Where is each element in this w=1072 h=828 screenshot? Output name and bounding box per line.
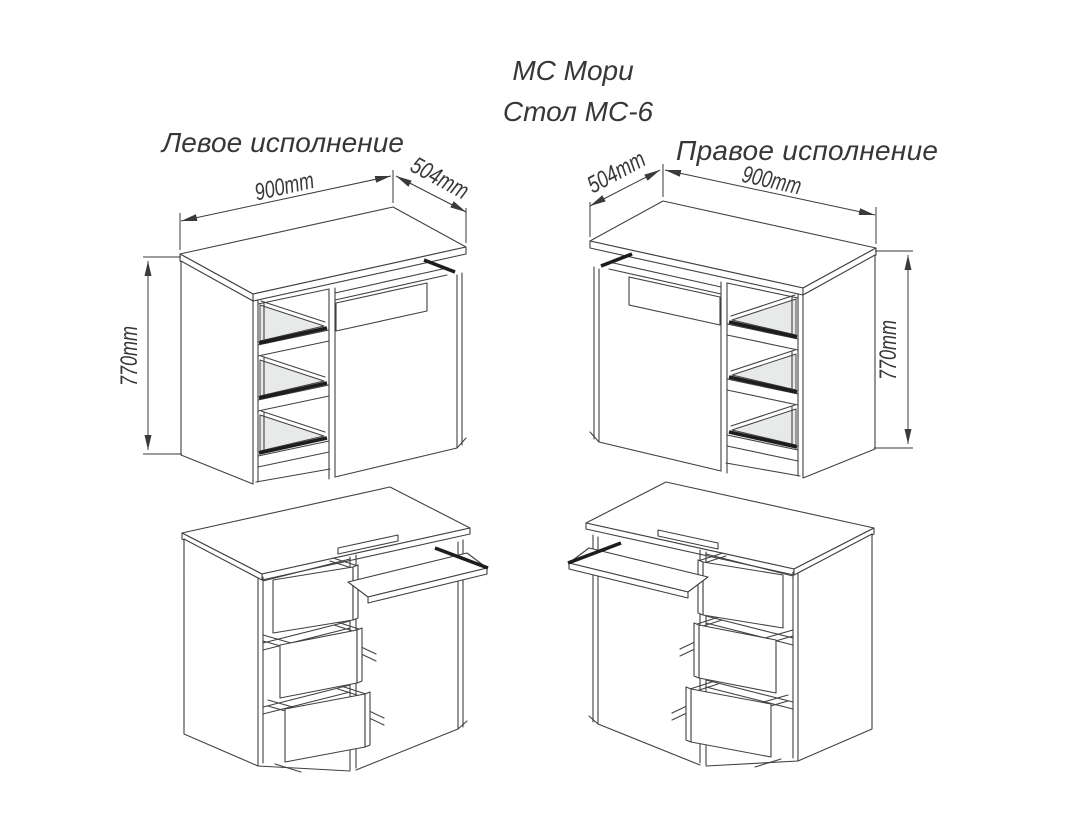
view-left-closed-dimensioned	[143, 170, 466, 484]
left-variant-label: Левое исполнение	[162, 127, 404, 158]
view-right-closed-dimensioned	[590, 164, 913, 478]
view-right-open	[568, 482, 874, 767]
dim-depth-left: 504mm	[405, 151, 490, 214]
dim-width-left: 900mm	[252, 162, 337, 207]
dim-width-right: 900mm	[739, 161, 824, 205]
model-title: Стол МС-6	[502, 96, 654, 127]
right-variant-label: Правое исполнение	[676, 135, 938, 166]
dim-depth-right: 504mm	[582, 137, 666, 200]
brand-title: МС Мори	[512, 55, 634, 86]
view-left-open	[182, 487, 488, 772]
dim-height-right: 770mm	[875, 299, 902, 380]
dim-height-left: 770mm	[116, 305, 143, 386]
